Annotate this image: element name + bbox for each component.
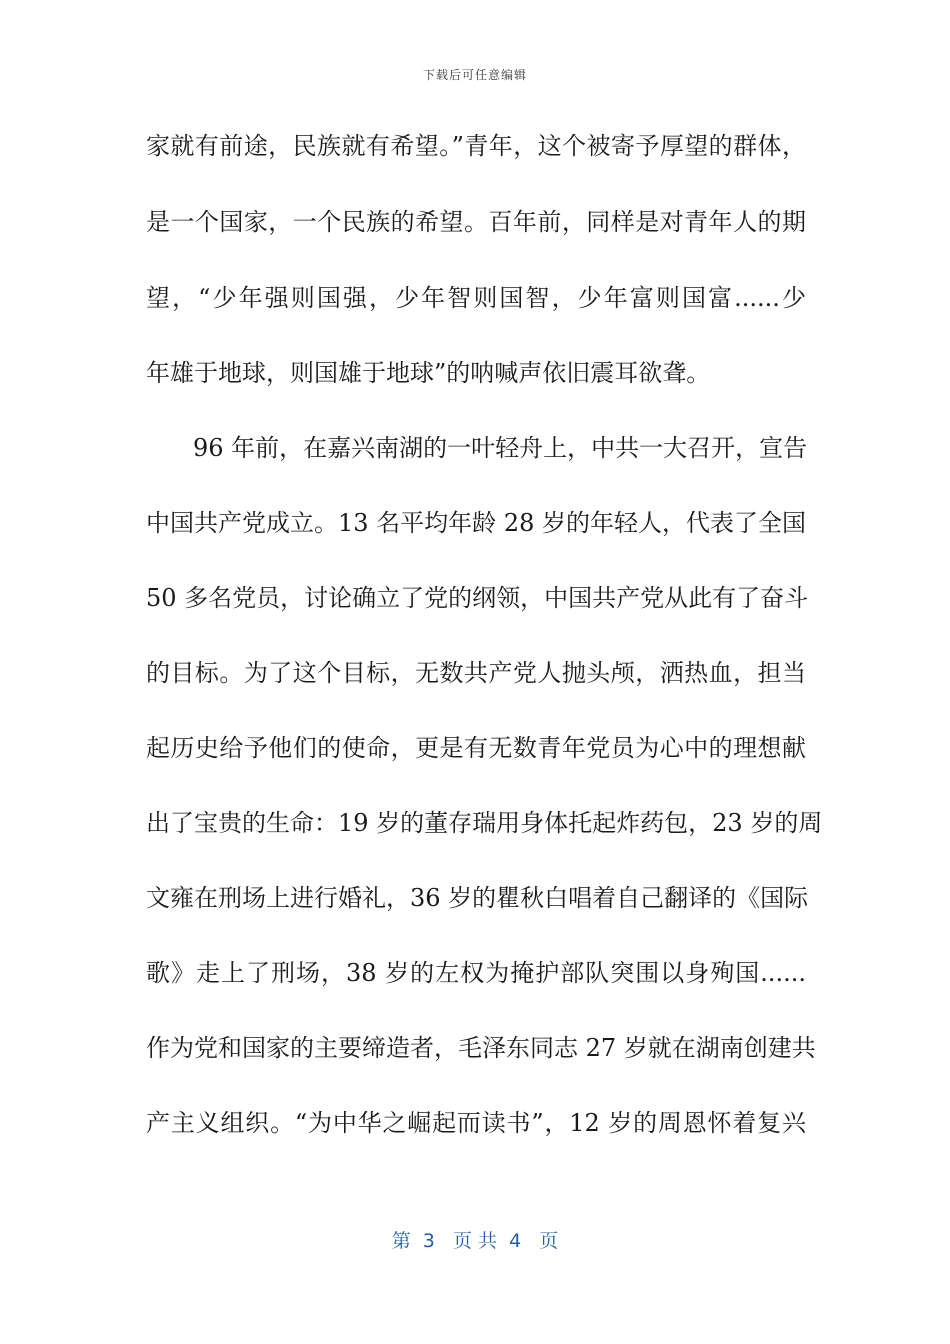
- body-line: 年雄于地球，则国雄于地球”的呐喊声依旧震耳欲聋。: [146, 359, 711, 387]
- body-line: 的目标。为了这个目标，无数共产党人抛头颅，洒热血，担当: [146, 659, 806, 687]
- body-line: 产主义组织。“为中华之崛起而读书”，12 岁的周恩怀着复兴: [146, 1109, 806, 1137]
- body-line: 是一个国家，一个民族的希望。百年前，同样是对青年人的期: [146, 208, 806, 236]
- page-number-footer: 第 3 页 共 4 页: [391, 1230, 559, 1252]
- header-note: 下载后可任意编辑: [422, 68, 527, 82]
- body-line: 望，“少年强则国强，少年智则国智，少年富则国富......少: [146, 284, 806, 312]
- body-line: 歌》走上了刑场，38 岁的左权为掩护部队突围以身殉国......: [146, 959, 806, 987]
- body-line: 起历史给予他们的使命，更是有无数青年党员为心中的理想献: [146, 734, 806, 762]
- body-line: 出了宝贵的生命：19 岁的董存瑞用身体托起炸药包，23 岁的周: [146, 809, 823, 837]
- body-line: 96 年前，在嘉兴南湖的一叶轻舟上，中共一大召开，宣告: [193, 434, 808, 462]
- body-line: 中国共产党成立。13 名平均年龄 28 岁的年轻人，代表了全国: [146, 509, 806, 537]
- body-line: 文雍在刑场上进行婚礼，36 岁的瞿秋白唱着自己翻译的《国际: [146, 884, 809, 912]
- body-line: 作为党和国家的主要缔造者，毛泽东同志 27 岁就在湖南创建共: [146, 1034, 816, 1062]
- body-line: 50 多名党员，讨论确立了党的纲领，中国共产党从此有了奋斗: [146, 584, 809, 612]
- body-line: 家就有前途，民族就有希望。”青年，这个被寄予厚望的群体，: [146, 132, 806, 160]
